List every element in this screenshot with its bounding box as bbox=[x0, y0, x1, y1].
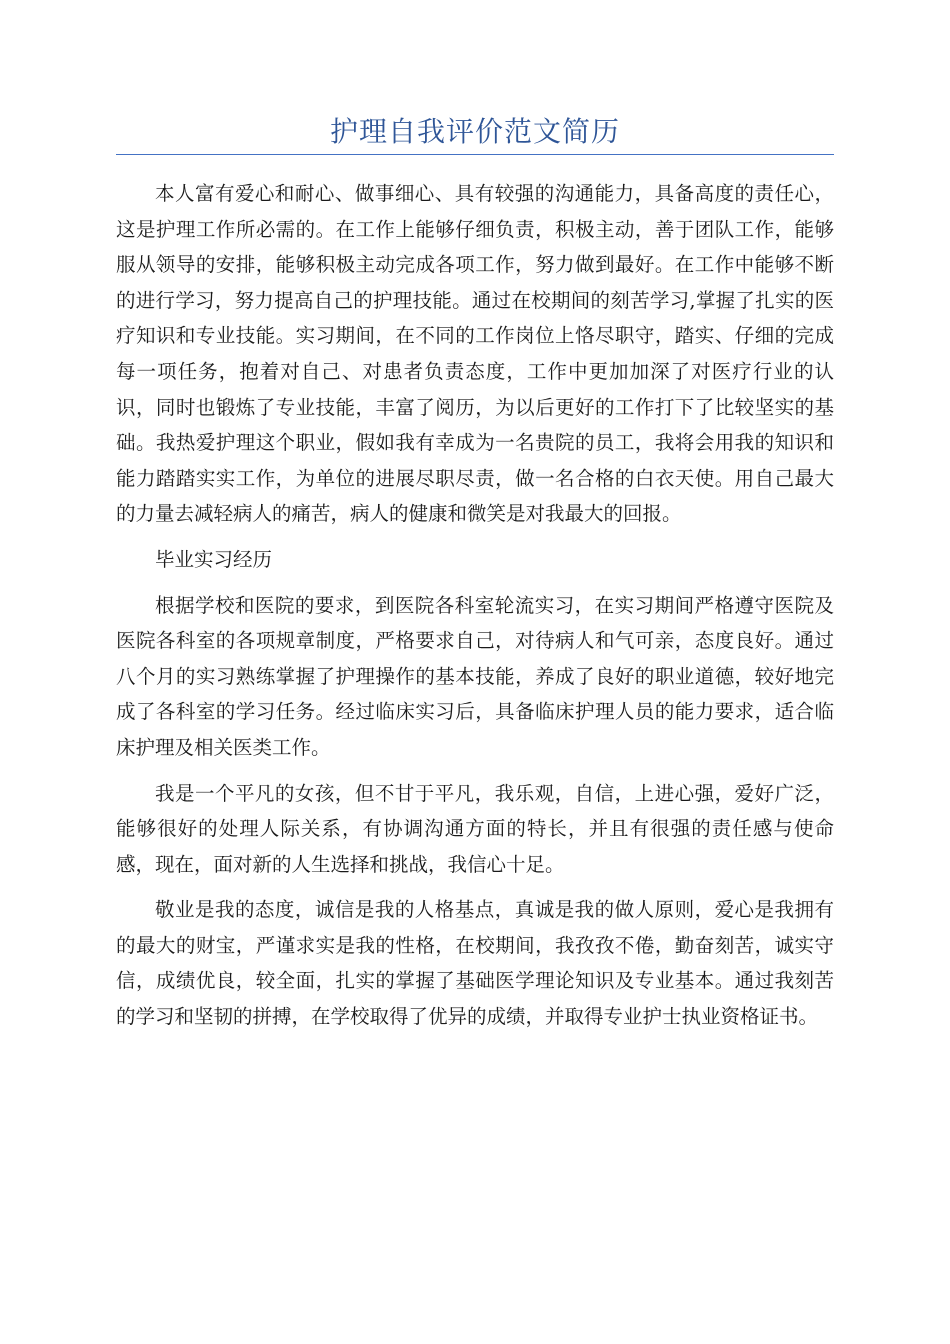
paragraph-personality: 我是一个平凡的女孩，但不甘于平凡，我乐观，自信，上进心强，爱好广泛，能够很好的处理人际关系，有协调沟通方面的特长，并且有很强的责任感与使命感，现在，面对新的人生选择和挑战，我信心十足。 bbox=[116, 781, 834, 876]
title-underline-rule bbox=[116, 154, 834, 155]
document-title: 护理自我评价范文简历 bbox=[329, 115, 620, 148]
paragraph-internship: 根据学校和医院的要求，到医院各科室轮流实习，在实习期间严格遵守医院及医院各科室的各项规章制度，严格要求自己，对待病人和气可亲，态度良好。通过八个月的实习熟练掌握了护理操作的基本技能，养成了良好的职业道德，较好地完成了各科室的学习任务。经过临床实习后，具备临床护理人员的能力要求，适合临床护理及相关医类工作。 bbox=[116, 593, 834, 759]
paragraph-self-evaluation: 本人富有爱心和耐心、做事细心、具有较强的沟通能力，具备高度的责任心，这是护理工作所必需的。在工作上能够仔细负责，积极主动，善于团队工作，能够服从领导的安排，能够积极主动完成各项工作，努力做到最好。在工作中能够不断的进行学习，努力提高自己的护理技能。通过在校期间的刻苦学习,掌握了扎实的医疗知识和专业技能。实习期间，在不同的工作岗位上恪尽职守，踏实、仔细的完成每一项任务，抱着对自己、对患者负责态度，工作中更加加深了对医疗行业的认识，同时也锻炼了专业技能，丰富了阅历，为以后更好的工作打下了比较坚实的基础。我热爱护理这个职业，假如我有幸成为一名贵院的员工，我将会用我的知识和能力踏踏实实工作，为单位的进展尽职尽责，做一名合格的白衣天使。用自己最大的力量去减轻病人的痛苦，病人的健康和微笑是对我最大的回报。 bbox=[116, 182, 834, 526]
document-body bbox=[116, 176, 834, 1045]
paragraph-work-attitude: 敬业是我的态度，诚信是我的人格基点，真诚是我的做人原则，爱心是我拥有的最大的财宝，严谨求实是我的性格，在校期间，我孜孜不倦，勤奋刻苦，诚实守信，成绩优良，较全面，扎实的掌握了基础医学理论知识及专业基本。通过我刻苦的学习和坚韧的拼搏，在学校取得了优异的成绩，并取得专业护士执业资格证书。 bbox=[116, 898, 834, 1029]
section-heading-internship: 毕业实习经历 bbox=[155, 547, 273, 571]
